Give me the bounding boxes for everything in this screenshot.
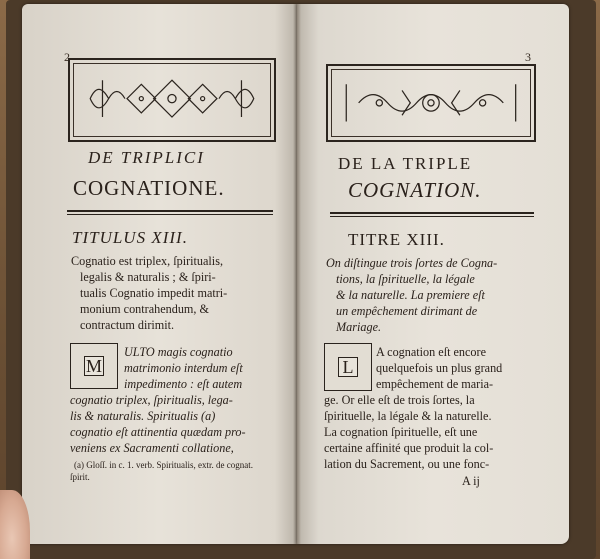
left-summary-line: tualis Cognatio impedit matri- xyxy=(80,286,228,300)
left-footnote-line: (a) Gloſſ. in c. 1. verb. Spiritualis, extr. de cognat. xyxy=(74,460,253,470)
left-titulus: TITULUS XIII. xyxy=(72,228,188,247)
left-summary-line: Cognatio est triplex, ſpiritualis, xyxy=(71,254,223,268)
left-body-line: veniens ex Sacramenti collatione, xyxy=(70,441,234,455)
right-title-rule-thin xyxy=(330,216,534,217)
left-summary-line: legalis & naturalis ; & ſpiri- xyxy=(80,270,216,284)
left-headpiece-ornament xyxy=(68,58,276,142)
right-body-line: empêchement de maria- xyxy=(376,377,494,391)
left-drop-cap xyxy=(70,343,118,389)
left-title-rule-thin xyxy=(67,214,273,215)
left-ornament-pattern xyxy=(80,70,264,127)
right-drop-cap xyxy=(324,343,372,391)
right-summary-line: Mariage. xyxy=(336,320,382,334)
right-body-line: quelquefois un plus grand xyxy=(376,361,503,375)
right-summary-line: tions, la ſpirituelle, la légale xyxy=(336,272,475,286)
left-body-line: matrimonio interdum eſt xyxy=(124,361,243,375)
right-title-line1: DE LA TRIPLE xyxy=(338,154,473,173)
right-page-number: 3 xyxy=(525,50,531,64)
right-body-line: La cognation ſpirituelle, eſt une xyxy=(324,425,478,439)
left-title-line2: COGNATIONE. xyxy=(73,176,225,200)
right-body-line: ſpirituelle, la légale & la naturelle. xyxy=(324,409,492,423)
book-gutter xyxy=(293,4,301,544)
left-body-first-line: ULTO magis cognatio xyxy=(124,345,233,359)
right-summary-line: un empêchement dirimant de xyxy=(336,304,478,318)
left-body-line: lis & naturalis. Spiritualis (a) xyxy=(70,409,216,423)
left-body-line: impedimento : eſt autem xyxy=(124,377,243,391)
left-title-rule xyxy=(67,210,273,212)
right-title-rule xyxy=(330,212,534,214)
right-headpiece-ornament xyxy=(326,64,536,142)
left-drop-cap-letter: M xyxy=(85,355,102,376)
left-body-line: cognatio eſt attinentia quædam pro- xyxy=(70,425,246,439)
right-summary-line: & la naturelle. La premiere eſt xyxy=(336,288,485,302)
left-title-line1: DE TRIPLICI xyxy=(88,148,205,167)
right-drop-cap-letter: L xyxy=(338,357,358,377)
right-body-line: lation du Sacrement, ou une fonc- xyxy=(324,457,490,471)
right-summary-line: On diſtingue trois ſortes de Cogna- xyxy=(326,256,498,270)
left-page-number: 2 xyxy=(64,50,70,64)
right-body-first-line: A cognation eſt encore xyxy=(376,345,486,359)
right-title-line2: COGNATION. xyxy=(348,178,482,202)
right-ornament-pattern xyxy=(338,76,524,130)
right-body-line: certaine affinité que produit la col- xyxy=(324,441,494,455)
left-summary-line: contractum dirimit. xyxy=(80,318,175,332)
left-footnote-line: ſpirit. xyxy=(70,472,90,482)
left-summary-line: monium contrahendum, & xyxy=(80,302,209,316)
right-body-line: ge. Or elle eſt de trois ſortes, la xyxy=(324,393,475,407)
right-signature-mark: A ij xyxy=(462,474,480,488)
right-titre: TITRE XIII. xyxy=(348,230,445,249)
left-body-line: cognatio triplex, ſpiritualis, lega- xyxy=(70,393,233,407)
